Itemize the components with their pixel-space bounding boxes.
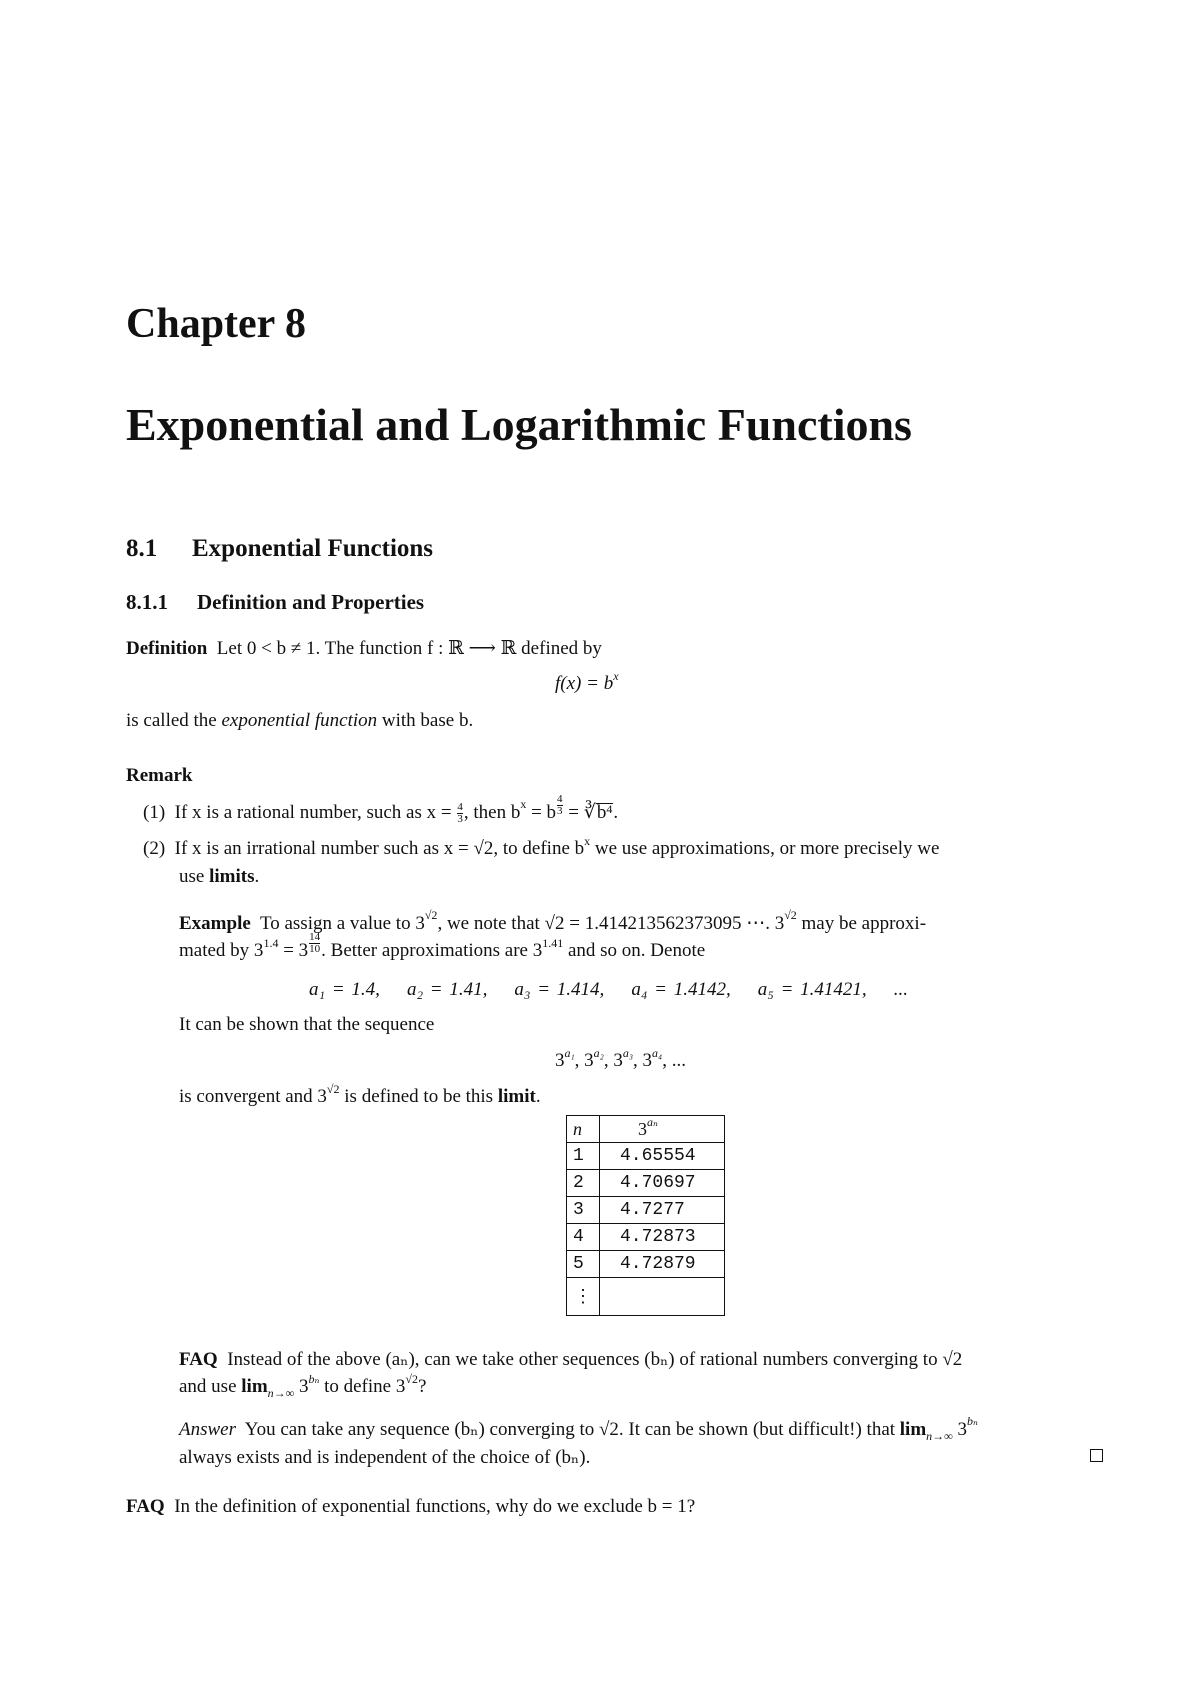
sequence-powers bbox=[555, 1046, 686, 1072]
power-exp: a₄ bbox=[652, 1046, 663, 1060]
conclusion-pre: is called the bbox=[126, 710, 217, 731]
table-header-power bbox=[600, 1116, 725, 1143]
question-mark: ? bbox=[417, 1376, 427, 1397]
fraction-denominator: 10 bbox=[309, 943, 321, 956]
remark-item-2 bbox=[143, 834, 940, 860]
table-row bbox=[567, 1197, 725, 1224]
power-exp: a₃ bbox=[622, 1046, 634, 1060]
power-base: 3 bbox=[952, 1419, 967, 1440]
fraction-exponent bbox=[557, 794, 563, 817]
formula-exponent: x bbox=[613, 669, 619, 683]
subsection-heading bbox=[126, 590, 424, 615]
fraction-4-3 bbox=[457, 802, 463, 825]
power-exp: bₙ bbox=[966, 1414, 978, 1428]
power-base: 3 bbox=[294, 1376, 309, 1397]
faq1-line-1 bbox=[179, 1348, 962, 1371]
conclusion-post: with base b. bbox=[381, 710, 474, 731]
item2-text-post: we use approximations, or more precisely we bbox=[590, 838, 940, 859]
example-text-c: may be approxi- bbox=[796, 913, 927, 934]
table-header-n: n bbox=[567, 1116, 600, 1143]
exponent-root2: √2 bbox=[405, 1372, 418, 1386]
fraction-denominator: 3 bbox=[557, 805, 563, 818]
qed-square-icon bbox=[1090, 1449, 1103, 1462]
table-row bbox=[567, 1278, 725, 1316]
definition-line bbox=[126, 637, 602, 660]
table-cell-n: 4 bbox=[567, 1224, 600, 1251]
chapter-title: Exponential and Logarithmic Functions bbox=[126, 399, 912, 450]
definition-label: Definition bbox=[126, 638, 208, 659]
remark-label: Remark bbox=[126, 765, 193, 786]
answer-label: Answer bbox=[179, 1419, 236, 1440]
lim-subscript: n→∞ bbox=[267, 1385, 295, 1400]
exponent-x: x bbox=[520, 797, 527, 811]
lim-subscript: n→∞ bbox=[926, 1428, 953, 1443]
table-row bbox=[567, 1224, 725, 1251]
power-base: , 3 bbox=[574, 1050, 594, 1071]
table-cell-n: ⋮ bbox=[567, 1278, 600, 1316]
faq-label: FAQ bbox=[179, 1349, 218, 1370]
answer-text-a: You can take any sequence (bₙ) converging to √2. It can be shown (but difficult!) that bbox=[244, 1419, 896, 1440]
faq1-text: Instead of the above (aₙ), can we take other sequences (bₙ) of rational numbers converging to √2 bbox=[227, 1349, 963, 1370]
item2-cont-bold: limits bbox=[209, 866, 255, 887]
example2-text-d: and so on. Denote bbox=[563, 940, 706, 961]
exponent-root2: √2 bbox=[424, 908, 438, 922]
faq1-text-a: and use bbox=[179, 1376, 237, 1397]
exponent-1-4: 1.4 bbox=[263, 936, 279, 950]
cube-root: = ∛ bbox=[563, 802, 596, 823]
seq-term: a₄ = 1.4142, bbox=[631, 979, 731, 1000]
example-label: Example bbox=[179, 913, 251, 934]
values-table bbox=[566, 1115, 725, 1316]
example-text-b: , we note that √2 = 1.414213562373095 ⋯. 3 bbox=[437, 913, 785, 934]
faq1-text-c: to define 3 bbox=[319, 1376, 406, 1397]
fraction-14-10 bbox=[309, 932, 320, 955]
table-cell-n: 3 bbox=[567, 1197, 600, 1224]
radicand bbox=[596, 803, 614, 822]
example4-period: . bbox=[535, 1086, 541, 1107]
seq-term: ... bbox=[893, 979, 908, 1000]
table-cell-value bbox=[600, 1278, 725, 1316]
definition-conclusion bbox=[126, 710, 473, 732]
table-row bbox=[567, 1170, 725, 1197]
definition-text: Let 0 < b ≠ 1. The function f : ℝ ⟶ ℝ defined by bbox=[216, 638, 602, 659]
table-cell-value: 4.7277 bbox=[600, 1197, 725, 1224]
conclusion-emphasis: exponential function bbox=[221, 710, 378, 731]
subsection-number: 8.1.1 bbox=[126, 590, 168, 614]
faq1-line-2 bbox=[179, 1372, 427, 1401]
faq2-text: In the definition of exponential functions, why do we exclude b = 1? bbox=[174, 1496, 696, 1517]
table-cell-n: 5 bbox=[567, 1251, 600, 1278]
item2-cont-post: . bbox=[254, 866, 260, 887]
exponent-root2: √2 bbox=[326, 1082, 340, 1096]
power-exp: a₁ bbox=[564, 1046, 575, 1060]
example-text-a: To assign a value to 3 bbox=[259, 913, 425, 934]
section-heading bbox=[126, 535, 433, 563]
item-number: (1) bbox=[143, 802, 166, 823]
example4-text-b: is defined to be this bbox=[339, 1086, 494, 1107]
fraction-numerator: 14 bbox=[309, 931, 321, 944]
faq-label: FAQ bbox=[126, 1496, 165, 1517]
seq-term: a₁ = 1.4, bbox=[309, 979, 380, 1000]
table-row bbox=[567, 1251, 725, 1278]
table-header-row bbox=[567, 1116, 725, 1143]
item2-cont-pre: use bbox=[179, 866, 205, 887]
power-base: 3 bbox=[555, 1050, 565, 1071]
example4-bold: limit bbox=[497, 1086, 536, 1107]
example2-text-b: = 3 bbox=[278, 940, 309, 961]
power-exp: a₂ bbox=[593, 1046, 604, 1060]
table-cell-value: 4.72879 bbox=[600, 1251, 725, 1278]
faq2-line bbox=[126, 1496, 695, 1518]
example-line-2 bbox=[179, 931, 706, 963]
example-line-4 bbox=[179, 1082, 541, 1108]
item1-text-c: = b bbox=[526, 802, 557, 823]
item2-text: If x is an irrational number such as x = √2, to define b bbox=[174, 838, 585, 859]
table-cell-value: 4.70697 bbox=[600, 1170, 725, 1197]
subsection-title: Definition and Properties bbox=[197, 590, 425, 614]
fraction-denominator: 3 bbox=[457, 813, 463, 826]
exponent-x: x bbox=[584, 834, 591, 848]
header-exponent: aₙ bbox=[647, 1114, 658, 1129]
table-cell-value: 4.65554 bbox=[600, 1143, 725, 1170]
example2-text-c: . Better approximations are 3 bbox=[321, 940, 543, 961]
remark-item-2-cont bbox=[179, 866, 259, 888]
table-cell-n: 2 bbox=[567, 1170, 600, 1197]
power-base: , 3 bbox=[603, 1050, 623, 1071]
definition-formula bbox=[555, 669, 619, 695]
example4-text-a: is convergent and 3 bbox=[179, 1086, 327, 1107]
lim-operator: lim bbox=[241, 1376, 268, 1397]
fraction-numerator: 4 bbox=[457, 801, 463, 814]
table-row bbox=[567, 1143, 725, 1170]
table-cell-n: 1 bbox=[567, 1143, 600, 1170]
radicand-exponent: 4 bbox=[606, 802, 613, 816]
fraction-numerator: 4 bbox=[557, 793, 563, 806]
seq-term: a₃ = 1.414, bbox=[514, 979, 605, 1000]
item-number: (2) bbox=[143, 838, 166, 859]
section-number: 8.1 bbox=[126, 535, 158, 562]
lim-operator: lim bbox=[899, 1419, 927, 1440]
sequence-a bbox=[309, 979, 908, 1001]
section-title: Exponential Functions bbox=[192, 535, 434, 562]
example-line-3: It can be shown that the sequence bbox=[179, 1014, 435, 1035]
seq-term: a₂ = 1.41, bbox=[406, 979, 488, 1000]
item1-text-b: , then b bbox=[463, 802, 521, 823]
table-cell-value: 4.72873 bbox=[600, 1224, 725, 1251]
power-base: , 3 bbox=[633, 1050, 653, 1071]
header-base: 3 bbox=[638, 1118, 647, 1139]
remark-item-1 bbox=[143, 793, 619, 826]
formula-text: f(x) = b bbox=[555, 673, 614, 694]
chapter-heading: Chapter 8 bbox=[126, 301, 307, 347]
seq-term: a₅ = 1.41421, bbox=[757, 979, 867, 1000]
answer-line-1 bbox=[179, 1414, 978, 1444]
power-ellipsis: , ... bbox=[662, 1050, 686, 1071]
exponent-1-41: 1.41 bbox=[542, 936, 564, 950]
example2-text-a: mated by 3 bbox=[179, 940, 264, 961]
answer-line-2: always exists and is independent of the choice of (bₙ). bbox=[179, 1447, 591, 1468]
example-line-1 bbox=[179, 908, 927, 935]
power-exp: bₙ bbox=[308, 1372, 320, 1386]
item1-period: . bbox=[613, 802, 619, 823]
radicand-base: b bbox=[596, 802, 607, 823]
item1-text-a: If x is a rational number, such as x = bbox=[174, 802, 452, 823]
exponent-root2: √2 bbox=[784, 908, 797, 922]
